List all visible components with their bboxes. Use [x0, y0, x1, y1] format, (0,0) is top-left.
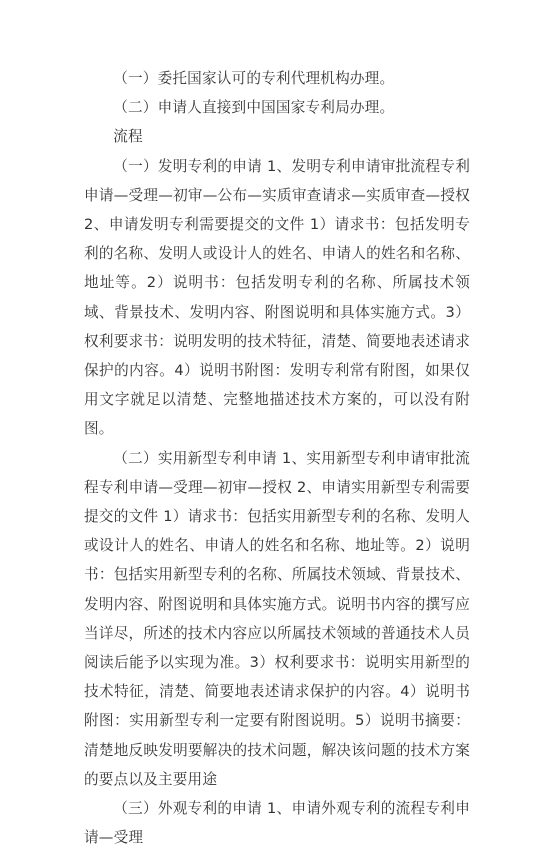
paragraph-utility-model-patent: （二）实用新型专利申请 1、实用新型专利申请审批流程专利申请—受理—初审—授权 2、申请实用新型专利需要提交的文件 1）请求书：包括实用新型专利的名称、发明人或设计人的姓名、申请人的姓名和名称、地址等。2）说明书：包括实用新型专利的名称、所属技术领域、背景技术、发明内容、附图说明和具体实施方式。说明书内容的撰写应当详尽，所述的技术内容应以所属技术领域的普通技术人员阅读后能予以实现为准。3）权利要求书：说明实用新型的技术特征，清楚、简要地表述请求保护的内容。4）说明书附图：实用新型专利一定要有附图说明。5）说明书摘要：清楚地反映发明要解决的技术问题，解决该问题的技术方案的要点以及主要用途	[84, 449, 470, 788]
paragraph-design-patent: （三）外观专利的申请 1、申请外观专利的流程专利申请—受理	[84, 800, 470, 847]
paragraph-direct-option: （二）申请人直接到中国国家专利局办理。	[113, 99, 395, 117]
paragraph-process-heading: 流程	[113, 128, 143, 146]
paragraph-agency-option: （一）委托国家认可的专利代理机构办理。	[113, 70, 395, 87]
paragraph-invention-patent: （一）发明专利的申请 1、发明专利申请审批流程专利申请—受理—初审—公布—实质审查请求—实质审查—授权 2、申请发明专利需要提交的文件 1）请求书：包括发明专利的名称、发明人或设计人的姓名、申请人的姓名和名称、地址等。2）说明书：包括发明专利的名称、所属技术领域、背景技术、发明内容、附图说明和具体实施方式。3）权利要求书：说明发明的技术特征，清楚、简要地表述请求保护的内容。4）说明书附图：发明专利常有附图，如果仅用文字就足以清楚、完整地描述技术方案的，可以没有附图。	[84, 157, 470, 438]
